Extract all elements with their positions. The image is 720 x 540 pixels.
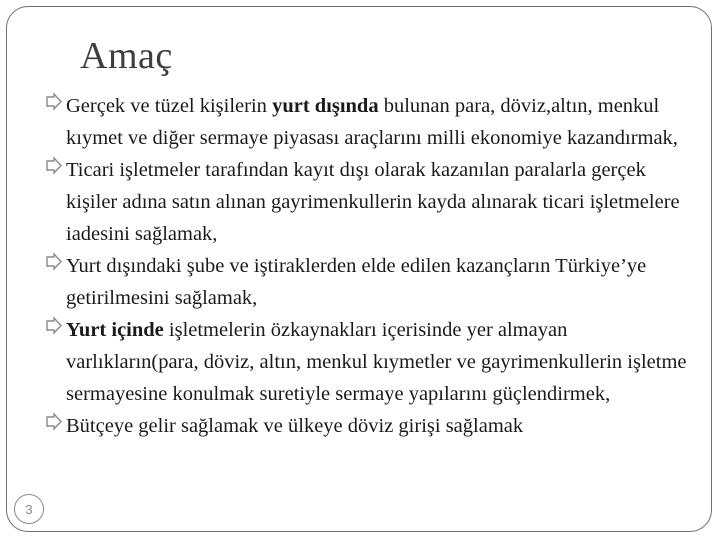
hollow-arrow-icon <box>44 412 64 432</box>
bullet-text: Bütçeye gelir sağlamak ve ülkeye döviz girişi sağlamak <box>66 415 524 437</box>
bullet-item <box>44 250 694 314</box>
hollow-arrow-icon <box>44 156 64 176</box>
bullet-text: işletmelerin özkaynakları içerisinde yer almayan varlıkların(para, döviz, altın, menkul kıymetler ve gayrimenkullerin işletme sermayesine konulmak suretiyle sermaye yapılarını güçlendirmek, <box>66 319 687 405</box>
bullet-list <box>44 90 694 442</box>
hollow-arrow-icon <box>44 92 64 112</box>
page-number: 3 <box>14 494 44 524</box>
bullet-text: bulunan para, döviz,altın, menkul kıymet ve diğer sermaye piyasası araçlarını milli ekonomiye kazandırmak, <box>66 95 678 149</box>
bullet-item <box>44 314 694 410</box>
bullet-item <box>44 410 694 442</box>
bullet-text: Yurt dışındaki şube ve iştiraklerden elde edilen kazançların Türkiye’ye getirilmesini sağlamak, <box>66 255 647 309</box>
hollow-arrow-icon <box>44 252 64 272</box>
hollow-arrow-icon <box>44 316 64 336</box>
bullet-item <box>44 90 694 154</box>
slide-title: Amaç <box>80 35 173 77</box>
bullet-text-bold: yurt dışında <box>272 95 379 117</box>
bullet-item <box>44 154 694 250</box>
bullet-text: Gerçek ve tüzel kişilerin <box>66 95 273 117</box>
bullet-text-bold: Yurt içinde <box>66 319 164 341</box>
bullet-text: Ticari işletmeler tarafından kayıt dışı olarak kazanılan paralarla gerçek kişiler adına satın alınan gayrimenkullerin kayda alınarak ticari işletmelere iadesini sağlamak, <box>66 159 680 245</box>
